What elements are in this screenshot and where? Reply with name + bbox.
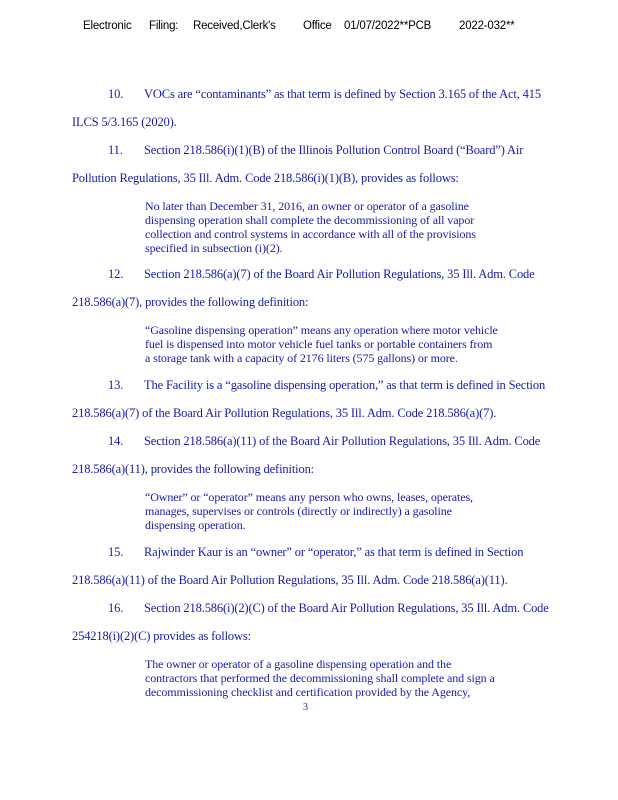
- para-15-line2: 218.586(a)(11) of the Board Air Pollution Regulations, 35 Ill. Adm. Code 218.586(a)(11).: [72, 573, 508, 587]
- block-quote-11: No later than December 31, 2016, an owner or operator of a gasoline dispensing operation shall complete the decommissioning of all vapor collection and control systems in accordance with all of the provisions specified in subsection (i)(2).: [145, 199, 476, 255]
- para-12-line1: 12. Section 218.586(a)(7) of the Board Air Pollution Regulations, 35 Ill. Adm. Code: [108, 267, 535, 281]
- header-filing: Filing:: [149, 20, 179, 32]
- para-16-line1: 16. Section 218.586(i)(2)(C) of the Board Air Pollution Regulations, 35 Ill. Adm. Code: [108, 601, 549, 615]
- header-received: Received,Clerk's: [193, 20, 276, 32]
- header-electronic: Electronic: [83, 20, 132, 32]
- para-16-line2: 254218(i)(2)(C) provides as follows:: [72, 629, 251, 643]
- para-11-line1: 11. Section 218.586(i)(1)(B) of the Illinois Pollution Control Board (“Board”) Air: [108, 143, 524, 157]
- block-quote-14: “Owner” or “operator” means any person who owns, leases, operates, manages, supervises or controls (directly or indirectly) a gasoline dispensing operation.: [145, 490, 473, 532]
- para-12-line2: 218.586(a)(7), provides the following definition:: [72, 295, 309, 309]
- para-14-line1: 14. Section 218.586(a)(11) of the Board Air Pollution Regulations, 35 Ill. Adm. Code: [108, 434, 541, 448]
- para-10-line1: 10. VOCs are “contaminants” as that term is defined by Section 3.165 of the Act, 415: [108, 87, 541, 101]
- para-14-line2: 218.586(a)(11), provides the following definition:: [72, 462, 314, 476]
- header-case: 2022-032**: [459, 20, 515, 32]
- header-office: Office: [303, 20, 332, 32]
- block-quote-12: “Gasoline dispensing operation” means any operation where motor vehicle fuel is dispensed into motor vehicle fuel tanks or portable containers from a storage tank with a capacity of 2176 liters (575 gallons) or more.: [145, 323, 498, 365]
- filing-header: [83, 20, 598, 32]
- header-date: 01/07/2022**PCB: [344, 20, 432, 32]
- para-15-line1: 15. Rajwinder Kaur is an “owner” or “operator,” as that term is defined in Section: [108, 545, 524, 559]
- page-number: 3: [303, 702, 308, 713]
- para-11-line2: Pollution Regulations, 35 Ill. Adm. Code 218.586(i)(1)(B), provides as follows:: [72, 171, 459, 185]
- block-quote-16: The owner or operator of a gasoline dispensing operation and the contractors that performed the decommissioning shall complete and sign a decommissioning checklist and certification provided by the Agency,: [145, 657, 495, 699]
- para-10-line2: ILCS 5/3.165 (2020).: [72, 115, 177, 129]
- para-13-line1: 13. The Facility is a “gasoline dispensing operation,” as that term is defined in Section: [108, 378, 546, 392]
- para-13-line2: 218.586(a)(7) of the Board Air Pollution Regulations, 35 Ill. Adm. Code 218.586(a)(7).: [72, 406, 497, 420]
